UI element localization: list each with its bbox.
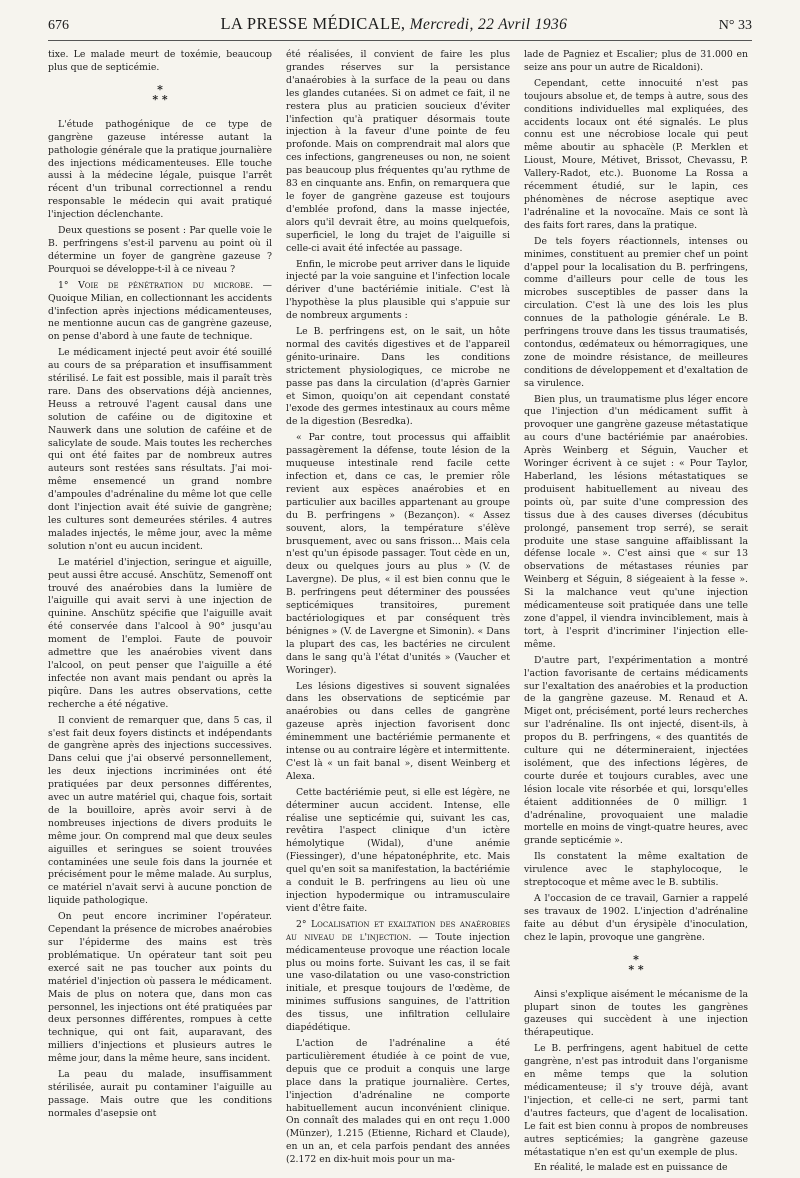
paragraph: été réalisées, il convient de faire les plus grandes réserves sur la persistance d'anaérobies à la surface de la peau ou dans les glandes cutanées. Si on admet ce fait, il ne restera plus au praticien soucieux d'éviter l'infection qu'à pratiquer désormais toute injection à la faveur d'une pointe de feu profonde. Mais on comprendrait mal alors que ces infections, gangreneuses ou non, ne soient pas beaucoup plus fréquentes qu'au rythme de 83 en cinquante ans. Enfin, on remarquera que le foyer de gangrène gazeuse est toujours d'emblée profond, dans la masse injectée, alors qu'il devrait être, au moins quelquefois, superficiel, le long du trajet de l'aiguille si celle-ci avait été infectée au passage. — [286, 49, 510, 254]
paragraph: Cette bactériémie peut, si elle est légère, ne déterminer aucun accident. Intense, elle réalise une septicémie qui, suivant les cas, revêtira l'aspect clinique d'un ictère hémolytique (Widal), d'une anémie (Fiessinger), d'une hépatonéphrite, etc. Mais quel qu'en soit sa manifestation, la bactériémie a conduit le B. perfringens au lieu où une injection hypodermique ou intramusculaire vient d'être faite. — [286, 786, 510, 914]
paragraph: 1° Voie de pénétration du microbe. — Quoique Milian, en collectionnant les accidents d'infection après injections médicamenteuses, ne mentionne aucun cas de gangrène gazeuse, on pense d'abord à une faute de technique. — [48, 279, 272, 343]
issue-date: Mercredi, 22 Avril 1936 — [409, 16, 568, 33]
paragraph: D'autre part, l'expérimentation a montré l'action favorisante de certains médicaments sur l'exaltation des anaérobies et la production de la gangrène gazeuse. M. Renaud et A. Miget ont, précisément, porté leurs recherches sur l'adrénaline. Ils ont injecté, disent-ils, à propos du B. perfringens, « des quantités de culture qui ne détermineraient, injectées isolément, que des infections légères, de courte durée et toujours curables, avec une lésion locale vite résorbée et qui, lorsqu'elles étaient additionnées de 0 milligr. 1 d'adrénaline, provoquaient une maladie mortelle en moins de vingt-quatre heures, avec grande septicémie ». — [524, 654, 748, 847]
page-number: 676 — [48, 18, 69, 33]
paragraph: Ainsi s'explique aisément le mécanisme de la plupart sinon de toutes les gangrènes gazeuses qui succèdent à une injection thérapeutique. — [524, 988, 748, 1039]
paragraph: lade de Pagniez et Escalier; plus de 31.000 en seize ans pour un autre de Ricaldoni). — [524, 49, 748, 73]
paragraph: Ils constatent la même exaltation de virulence avec le staphylocoque, le streptocoque et même avec le B. subtilis. — [524, 851, 748, 889]
paragraph: A l'occasion de ce travail, Garnier a rappelé ses travaux de 1902. L'injection d'adrénaline faite au début d'un érysipèle d'inoculation, chez le lapin, provoque une gangrène. — [524, 893, 748, 943]
paragraph: Le B. perfringens est, on le sait, un hôte normal des cavités digestives et de l'appareil génito-urinaire. Dans les conditions strictement physiologiques, ce microbe ne passe pas dans la circulation (d'après Garnier et Simon, quoiqu'on ait cependant constaté l'exode des germes intestinaux au cours même de la digestion (Besredka). — [286, 326, 510, 428]
journal-title: LA PRESSE MÉDICALE, — [220, 14, 406, 33]
paragraph: Il convient de remarquer que, dans 5 cas, il s'est fait deux foyers distincts et indépendants de gangrène après des injections successives. Dans celui que j'ai observé personnellement, les deux injections incriminées ont été pratiquées par deux personnes différentes, avec un autre matériel qui, chaque fois, sortait de la bouilloire, après avoir servi à de nombreuses injections de divers produits le même jour. On comprend mal que deux seules aiguilles et seringues se soient trouvées contaminées une seule fois dans la journée et précisément pour le même malade. Au surplus, ce matériel n'avait servi à aucune ponction de liquide pathologique. — [48, 714, 272, 907]
section-heading: 1° Voie de pénétration du microbe. — [58, 279, 254, 291]
paragraph: La peau du malade, insuffisamment stérilisée, aurait pu contaminer l'aiguille au passage. Mais outre que les conditions normales d'asepsie ont — [48, 1069, 272, 1119]
column-2 — [286, 49, 510, 1178]
paragraph: Deux questions se posent : Par quelle voie le B. perfringens s'est-il parvenu au point où il détermine un foyer de gangrène gazeuse ? Pourquoi se développe-t-il à ce niveau ? — [48, 225, 272, 275]
section-heading: 2° Localisation et exaltation des anaérobies au niveau de l'injection. — [286, 918, 510, 943]
paragraph: On peut encore incriminer l'opérateur. Cependant la présence de microbes anaérobies sur l'épiderme des mains est très problématique. Un opérateur tant soit peu exercé sait ne pas toucher aux points du matériel d'injection où passera le médicament. Mais de plus on notera que, dans mon cas personnel, les injections ont été pratiquées par deux personnes différentes, rompues à cette technique, qui ont fait, auparavant, des milliers d'injections et plusieurs autres le même jour, dans la même heure, sans incident. — [48, 911, 272, 1065]
paragraph: Le B. perfringens, agent habituel de cette gangrène, n'est pas introduit dans l'organisme en même temps que la solution médicamenteuse; il s'y trouve déjà, avant l'injection, et celle-ci ne sert, parmi tant d'autres facteurs, que d'agent de localisation. Le fait est bien connu à propos de nombreuses autres septicémies; la gangrène gazeuse métastatique n'en est qu'un exemple de plus. — [524, 1043, 748, 1158]
paragraph: Les lésions digestives si souvent signalées dans les observations de septicémie par anaérobies ou dans celles de gangrène gazeuse après injection favorisent donc éminemment une bactériémie permanente et intense ou au contraire légère et intermittente. C'est là « un fait banal », disent Weinberg et Alexa. — [286, 680, 510, 782]
paragraph: En réalité, le malade est en puissance de — [534, 1162, 728, 1174]
paragraph: Cependant, cette innocuité n'est pas toujours absolue et, de temps à autre, sous des conditions individuelles mal expliquées, des accidents locaux ont été signalés. Le plus connu est une nécrobiose locale qui peut même aboutir au sphacèle (P. Merklen et Lioust, Moure, Métivet, Brissot, Chevassu, P. Vallery-Radot, etc.). Buonome La Rossa a récemment étudié, sur le lapin, ces phénomènes de nécrose aseptique avec l'adrénaline et la novocaïne. Mais ce sont là des faits fort rares, dans la pratique. — [524, 77, 748, 231]
paragraph: Enfin, le microbe peut arriver dans le liquide injecté par la voie sanguine et l'infection locale dériver d'une bactériémie initiale. C'est là l'hypothèse la plus plausible qui s'appuie sur de nombreux arguments : — [286, 258, 510, 322]
issue-number: N° 33 — [718, 18, 752, 33]
paragraph: « Par contre, tout processus qui affaiblit passagèrement la défense, toute lésion de la muqueuse intestinale rend facile cette infection et, dans ce cas, le premier rôle revient aux espèces anaérobies et en particulier aux bacilles appartenant au groupe du B. perfringens » (Bezançon). « Assez souvent, alors, la température s'élève brusquement, avec ou sans frisson... Mais cela n'est qu'un épisode passager. Tout cède en un, deux ou quelques jours au plus » (V. de Lavergne). De plus, « il est bien connu que le B. perfringens peut déterminer des poussées septicémiques transitoires, purement bactériologiques et par conséquent très bénignes » (V. de Lavergne et Simonin). « Dans la plupart des cas, les bactéries ne circulent dans le sang qu'à l'état d'unités » (Vaucher et Woringer). — [286, 432, 510, 676]
paragraph: L'étude pathogénique de ce type de gangrène gazeuse intéresse autant la pathologie générale que la pratique journalière des injections médicamenteuses. Elle touche aussi à la médecine légale, puisque l'arrêt récent d'un tribunal correctionnel a rendu responsable le médecin qui avait pratiqué l'injection déclenchante. — [48, 118, 272, 221]
paragraph: tixe. Le malade meurt de toxémie, beaucoup plus que de septicémie. — [48, 49, 272, 73]
paragraph: Le matériel d'injection, seringue et aiguille, peut aussi être accusé. Anschütz, Semenoff ont trouvé des anaérobies dans la lumière de l'aiguille qui avait servi à une injection de quinine. Anschütz spécifie que l'aiguille avait été conservée dans l'alcool à 90° jusqu'au moment de l'emploi. Faute de pouvoir admettre que les anaérobies vivent dans l'alcool, on peut penser que l'aiguille a été infectée non avant mais pendant ou après la piqûre. Dans les autres observations, cette recherche a été négative. — [48, 556, 272, 710]
paragraph: De tels foyers réactionnels, intenses ou minimes, constituent au premier chef un point d'appel pour la localisation du B. perfringens, comme d'ailleurs pour celle de tous les microbes susceptibles de passer dans la circulation. C'est là une des lois les plus connues de la pathologie générale. Le B. perfringens trouve dans les tissus traumatisés, contondus, œdémateux ou hémorragiques, une zone de moindre résistance, de meilleures conditions de développement et d'exaltation de sa virulence. — [524, 235, 748, 389]
paragraph: Le médicament injecté peut avoir été souillé au cours de sa préparation et insuffisamment stérilisé. Le fait est possible, mais il paraît très rare. Dans des observations déjà anciennes, Heuss a retrouvé l'agent causal dans une solution de caféine ou de digitoxine et Nauwerk dans une solution de caféine et de salicylate de soude. Mais toutes les recherches qui ont été faites par de nombreux autres auteurs sont restées sans résultats. J'ai moi-même ensemencé un grand nombre d'ampoules d'adrénaline du même lot que celle dont l'injection avait été suivie de gangrène; les cultures sont demeurées stériles. 4 autres malades injectés, le même jour, avec la même solution n'ont eu aucun incident. — [48, 347, 272, 552]
paragraph: 2° Localisation et exaltation des anaérobies au niveau de l'injection. — Toute injection médicamenteuse provoque une réaction locale plus ou moins forte. Suivant les cas, il se fait une vaso-dilatation ou une vaso-constriction initiale, et presque toujours de l'œdème, de minimes suffusions sanguines, de l'attrition des tissus, une infiltration cellulaire diapédétique. — [286, 918, 511, 1034]
article-columns — [48, 49, 752, 1178]
section-separator: * * * — [628, 952, 644, 976]
page-header — [48, 14, 752, 41]
column-3 — [524, 49, 748, 1178]
paragraph: L'action de l'adrénaline a été particulièrement étudiée à ce point de vue, depuis que ce produit a conquis une large place dans la pratique journalière. Certes, l'injection d'adrénaline ne comporte habituellement aucun inconvénient clinique. On connaît des malades qui en ont reçu 1.000 (Münzer), 1.215 (Etienne, Richard et Claude), en un an, et cela parfois pendant des années (2.172 en dix-huit mois pour un ma- — [286, 1037, 510, 1166]
paragraph: Bien plus, un traumatisme plus léger encore que l'injection d'un médicament suffit à provoquer une gangrène gazeuse métastatique au cours d'une bactériémie par anaérobies. Après Weinberg et Séguin, Vaucher et Woringer écrivent à ce sujet : « Pour Taylor, Haberland, les lésions métastatiques se produisent habituellement au niveau des points où, par suite d'une compression des tissus due à des causes diverses (décubitus prolongé, pansement trop serré), se serait produite une stase sanguine affaiblissant la défense locale ». C'est ainsi que « sur 13 observations de métastases réunies par Weinberg et Séguin, 8 siégeaient à la fesse ». Si la malchance veut qu'une injection médicamenteuse soit pratiquée dans une telle zone d'appel, il viendra invinciblement, mais à tort, à l'esprit d'incriminer l'injection elle-même. — [524, 393, 748, 650]
column-1 — [48, 49, 272, 1178]
masthead — [220, 14, 567, 34]
section-separator: * * * — [152, 82, 168, 106]
